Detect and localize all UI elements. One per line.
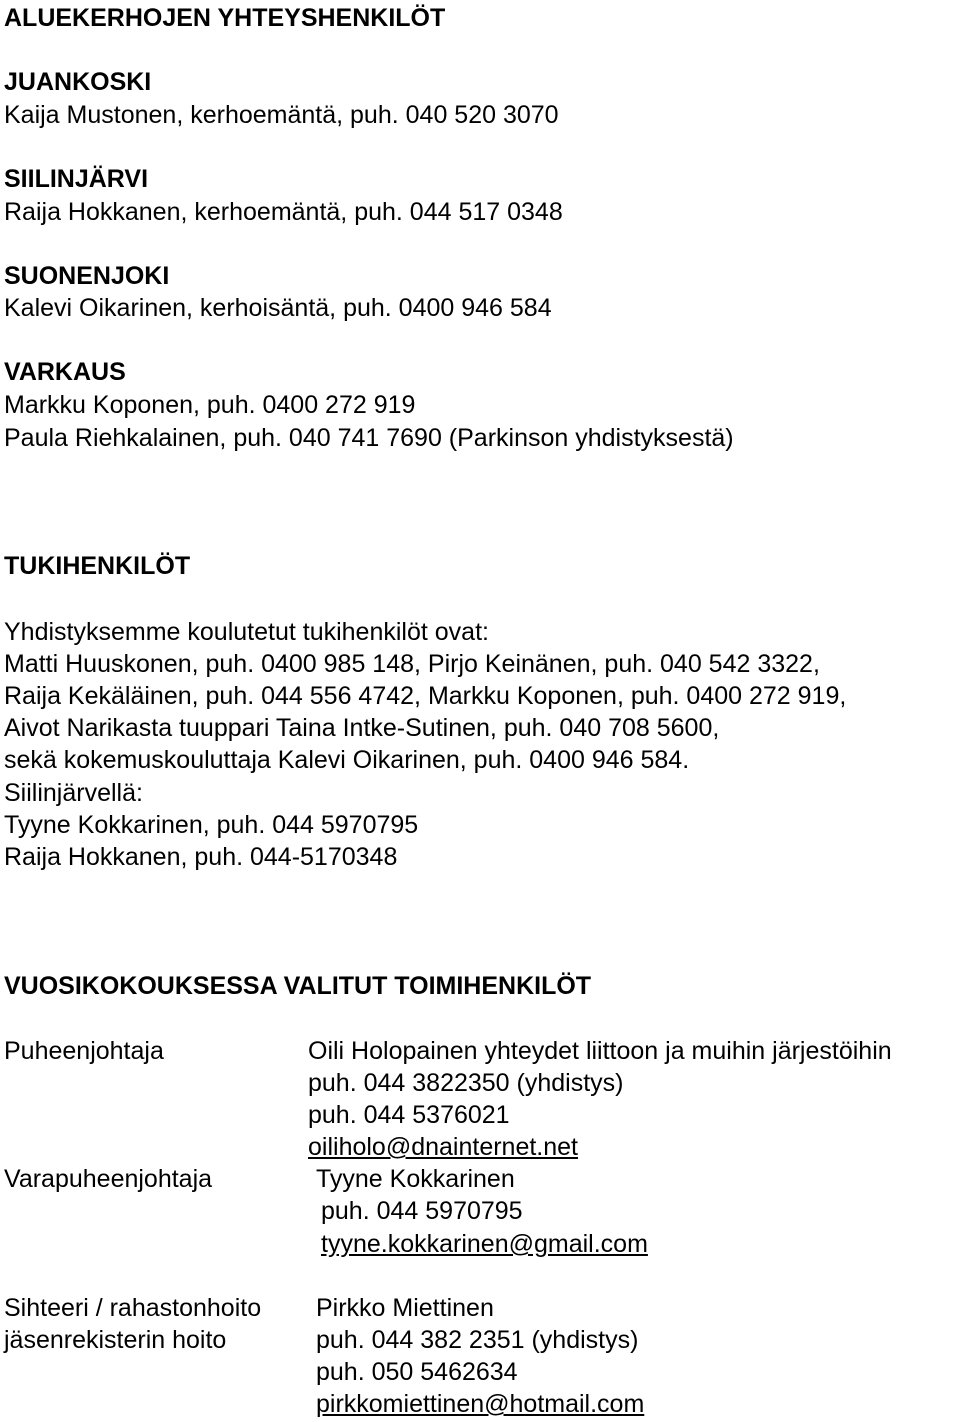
section-title-tukihenkilot: TUKIHENKILÖT — [4, 552, 191, 580]
role-label-sihteeri: Sihteeri / rahastonhoito — [4, 1294, 262, 1322]
contact-line: Markku Koponen, puh. 0400 272 919 — [4, 391, 416, 419]
role-label-jasenrekisteri: jäsenrekisterin hoito — [4, 1326, 227, 1354]
contact-line: Paula Riehkalainen, puh. 040 741 7690 (Parkinson yhdistyksestä) — [4, 424, 734, 452]
area-name-siilinjarvi: SIILINJÄRVI — [4, 165, 149, 193]
contact-line: Kaija Mustonen, kerhoemäntä, puh. 040 520 3070 — [4, 101, 559, 129]
role-phone-line: puh. 044 5970795 — [321, 1197, 523, 1225]
role-person-line: Oili Holopainen yhteydet liittoon ja muihin järjestöihin — [308, 1037, 892, 1065]
contact-line: Kalevi Oikarinen, kerhoisäntä, puh. 0400 946 584 — [4, 294, 552, 322]
text-line: Siilinjärvellä: — [4, 779, 143, 807]
text-line: Yhdistyksemme koulutetut tukihenkilöt ovat: — [4, 618, 489, 646]
text-line: Raija Hokkanen, puh. 044-5170348 — [4, 843, 398, 871]
section-title-toimihenkilot: VUOSIKOKOUKSESSA VALITUT TOIMIHENKILÖT — [4, 972, 592, 1000]
role-phone-line: puh. 044 382 2351 (yhdistys) — [316, 1326, 639, 1354]
text-line: Matti Huuskonen, puh. 0400 985 148, Pirjo Keinänen, puh. 040 542 3322, — [4, 650, 820, 678]
role-phone-line: puh. 044 3822350 (yhdistys) — [308, 1069, 624, 1097]
email-link[interactable]: oiliholo@dnainternet.net — [308, 1133, 579, 1161]
role-label-varapuheenjohtaja: Varapuheenjohtaja — [4, 1165, 213, 1193]
area-name-juankoski: JUANKOSKI — [4, 68, 152, 96]
area-name-suonenjoki: SUONENJOKI — [4, 262, 170, 290]
text-line: Raija Kekäläinen, puh. 044 556 4742, Markku Koponen, puh. 0400 272 919, — [4, 682, 847, 710]
area-name-varkaus: VARKAUS — [4, 358, 126, 386]
role-label-puheenjohtaja: Puheenjohtaja — [4, 1037, 164, 1065]
role-phone-line: puh. 044 5376021 — [308, 1101, 510, 1129]
text-line: Aivot Narikasta tuuppari Taina Intke-Sutinen, puh. 040 708 5600, — [4, 714, 720, 742]
role-person-line: Tyyne Kokkarinen — [316, 1165, 515, 1193]
section-title-alueet: ALUEKERHOJEN YHTEYSHENKILÖT — [4, 4, 446, 32]
text-line: sekä kokemuskouluttaja Kalevi Oikarinen, puh. 0400 946 584. — [4, 746, 690, 774]
text-line: Tyyne Kokkarinen, puh. 044 5970795 — [4, 811, 419, 839]
email-link[interactable]: pirkkomiettinen@hotmail.com — [316, 1390, 645, 1418]
role-person-line: Pirkko Miettinen — [316, 1294, 494, 1322]
role-phone-line: puh. 050 5462634 — [316, 1358, 518, 1386]
contact-line: Raija Hokkanen, kerhoemäntä, puh. 044 517 0348 — [4, 198, 563, 226]
email-link[interactable]: tyyne.kokkarinen@gmail.com — [321, 1230, 648, 1258]
